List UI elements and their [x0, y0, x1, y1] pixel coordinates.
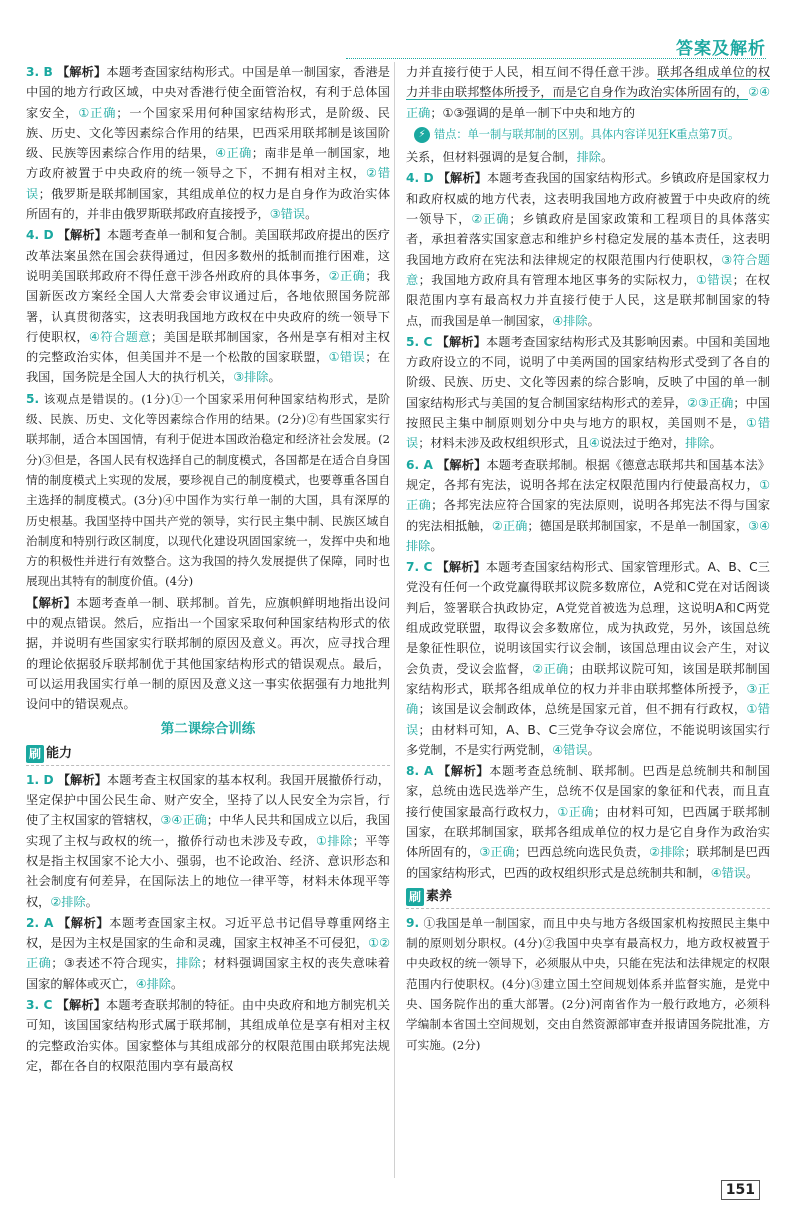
answer-number: 3. B: [26, 65, 53, 79]
answer-3: [26, 62, 390, 224]
text: 本题考查国家结构形式及其影响因素。中国和美国地方政府设立的不同，说明了中美两国的国家结构形式受到了各自的阶级、民族、历史、文化等因素的综合影响，反映了中国的单一制国家结构形式与美国的复合制国家结构形式的差异，: [406, 334, 770, 410]
verdict: ④错误: [552, 742, 588, 757]
underlined-text: 联邦各组成单位的权力并非由联邦整体所授予，而是它自身作为政治实体所固有的，: [406, 65, 771, 100]
verdict: ②正确: [491, 518, 528, 533]
answer-number: 9.: [406, 915, 420, 930]
text: 本题考查单一制和复合制。美国联邦政府提出的医疗改革法案虽然在国会获得通过，但因多数州的抵制而推行困难，这说明美国联邦政府不得任意干涉各州政府的具体事务，: [26, 228, 390, 283]
text: 本题考查联邦制。根据《德意志联邦共和国基本法》规定，各邦有宪法，说明各邦在法定权限范围内行使最高权力，: [406, 457, 771, 492]
answer-4: [26, 225, 390, 387]
verdict: ③正确: [479, 845, 515, 860]
verdict: ①错误: [696, 272, 733, 287]
text: 。: [85, 894, 98, 909]
verdict: ②④正确: [406, 85, 770, 120]
text: 本题考查国家结构形式。中国是单一制国家，香港是中国的地方行政区域，中央对香港行使全面管治权，有利于总体国家安全，: [26, 65, 390, 120]
verdict: ③正确: [406, 681, 770, 717]
text: ；在权限范围内享有最高权力并直接行使于人民，这是联邦制国家的特点，而我国是单一制国家，: [406, 272, 770, 328]
text: 本题考查我国的国家结构形式。乡镇政府是国家权力和政府权威的地方代表，这表明我国地方政府被置于中央政府的统一领导下，: [406, 171, 770, 227]
analysis-tag: 【解析】: [57, 915, 110, 930]
text: 。: [171, 976, 184, 991]
text: 。: [587, 742, 600, 757]
analysis-tag: 【解析】: [57, 228, 107, 243]
answer-n4: [406, 168, 770, 330]
text: ；乡镇政府是国家政策和工程项目的具体落实者，承担着落实国家意志和维护乡村稳定发展的基本责任，这表明我国地方政府在宪法和法律规定的权限范围内行使职权，: [406, 212, 770, 267]
answer-number: 7. C: [406, 560, 433, 575]
text: 本题考查主权国家的基本权利。我国开展撤侨行动，坚定保护中国公民生命、财产安全，坚持了以人民安全为宗旨，行使了主权国家的管辖权，: [26, 772, 390, 828]
analysis-tag: 【解析】: [436, 560, 486, 575]
verdict: ④: [588, 436, 600, 451]
verdict: ③错误: [269, 207, 306, 222]
verdict: 排除: [685, 436, 710, 451]
text: 力并直接行使于人民，相互间不得任意干涉。: [406, 65, 658, 79]
text: 本题考查国家结构形式、国家管理形式。A、B、C三党没有任何一个政党赢得联邦议院多数席位，A党和C党在对话阁谈判后，签署联合执政协定，A党党首被选为总理，这说明A和C两党组成政党联盟，取得议会多数席位，成为执政党，另外，该国总统是象征性职位，说明该国实行议会制，该国总理由议会产生，对议会负责，受议会监督，: [406, 560, 770, 676]
verdict: ①正确: [78, 105, 117, 120]
model-answer: 该观点是错误的。(1分)①一个国家采用何种国家结构形式，是阶级、民族、历史、文化等因素综合作用的结果。(2分)②有些国家实行联邦制，适合本国国情，有利于促进本国政治稳定和经济社会发展。(2分)③但是，各国人民有权选择自己的制度模式，各国都是在适合自身国情的制度模式上实现的发展，要珍视自己的制度模式，也要尊重各国自主选择的制度模式。(3分)④中国作为实行单一制的大国，具有深厚的历史根基。我国坚持中国共产党的领导，实行民主集中制、民族区域自治制度和特别行政区制度，以现代化建设巩固国家统一，发挥中央和地方的积极性并进行有效整合。这为我国的持久发展提供了保障，同时也展现出其特有的制度价值。(4分): [26, 391, 390, 589]
model-answer: ①我国是单一制国家，而且中央与地方各级国家机构按照民主集中制的原则划分职权。(4分)②我国中央享有最高权力，地方政权被置于中央政权的统一领导下，必须服从中央，只能在宪法和法律规定的权限范围内行使职权。(4分)③建立国土空间规划体系并监督实施，是党中央、国务院作出的重大部署。(2分)河南省作为一般行政地方，必须科学编制本省国土空间规划，交由自然资源部审查并报请国务院批准，方可实施。(2分): [406, 915, 770, 1052]
analysis-tag: 【解析】: [26, 595, 77, 610]
verdict: ①②正确: [26, 936, 390, 971]
analysis-tag: 【解析】: [56, 65, 107, 79]
answer-number: 8. A: [406, 764, 434, 779]
verdict: ①错误: [328, 350, 366, 365]
verdict: ②正确: [532, 661, 569, 676]
text: ；德国是联邦制国家，不是单一制国家，: [527, 518, 749, 533]
answer-n5: [406, 332, 770, 454]
analysis-tag: 【解析】: [437, 764, 490, 779]
text: ；联邦制是巴西的国家结构形式，巴西的政权组织形式是总统制共和制，: [406, 845, 771, 880]
text: 。: [305, 207, 318, 222]
text: ；中华人民共和国成立以后，我国实现了主权与政权的统一，撤侨行动也未涉及专政，: [26, 813, 391, 848]
lightning-icon: ⚡: [414, 127, 430, 143]
text: ；由联邦议院可知，该国是联邦制国家结构形式，联邦各组成单位的权力并非由联邦整体所授予，: [406, 661, 770, 696]
verdict: ①错误: [406, 702, 770, 737]
verdict: 排除: [176, 956, 202, 971]
verdict: ①排除: [316, 833, 353, 848]
verdict: ①正确: [557, 804, 594, 819]
verdict: ③排除: [233, 370, 269, 385]
left-column: [26, 62, 390, 1077]
text: 本题考查国家主权。习近平总书记倡导尊重网络主权，是因为主权是国家的生命和灵魂，国家主权神圣不可侵犯，: [26, 915, 390, 951]
answer-5: [26, 389, 390, 592]
bar-label: 素养: [426, 888, 453, 904]
text: ；材料未涉及政权组织形式，且: [418, 436, 589, 451]
text: ；中国按照民主集中制原则划分中央与地方的职权，美国则不是，: [406, 395, 771, 431]
answer-n7: [406, 557, 770, 760]
page-header: [466, 34, 766, 59]
badge-icon: 刷: [26, 745, 44, 763]
text: ；各邦宪法应符合国家的宪法原则，说明各邦宪法不得与国家的宪法相抵触，: [406, 498, 771, 533]
text: ；平等权是指主权国家不论大小、强弱，也不论政治、经济、意识形态和社会制度有何差异，在国际法上的地位一律平等，材料未体现平等权，: [26, 833, 390, 909]
answer-number: 2. A: [26, 915, 54, 930]
answer-number: 5.: [26, 391, 40, 406]
text: ；一个国家采用何种国家结构形式，是阶级、民族、历史、文化等因素综合作用的结果，巴西采用联邦制是该国阶级、民族等因素综合作用的结果，: [26, 105, 390, 161]
section-title: 第二课综合训练: [160, 720, 256, 737]
verdict: 排除: [576, 150, 601, 165]
page-number: 151: [721, 1180, 760, 1200]
verdict: ④排除: [552, 313, 588, 328]
error-tip: [414, 125, 770, 145]
text: 。: [268, 370, 281, 385]
answer-n3-continued: [406, 62, 770, 123]
analysis-tag: 【解析】: [436, 334, 487, 349]
analysis-tag: 【解析】: [57, 772, 107, 787]
text: ；在我国，国务院是全国人大的执行机关，: [26, 350, 390, 385]
verdict: ②排除: [649, 845, 685, 860]
text: 。: [587, 313, 600, 328]
column-divider: [394, 62, 395, 1178]
text: ；①③强调的是单一制下中央和地方的: [430, 105, 636, 120]
text: 关系，但材料强调的是复合制，: [406, 150, 577, 165]
verdict: ③④正确: [160, 813, 207, 828]
ability-bar: [26, 743, 390, 766]
literacy-bar: [406, 886, 770, 909]
text: ；我国新医改方案经全国人大常委会审议通过后，各地依照国务院部署，认真贯彻落实，这表明我国地方政权在中央政府的统一领导下行使职权，: [26, 268, 390, 344]
answer-number: 5. C: [406, 334, 433, 349]
text: 。: [601, 150, 614, 165]
answer-n3: [26, 995, 390, 1076]
text: ；由材料可知，巴西属于联邦制国家，在联邦制国家，联邦各组成单位的权力是它自身作为政治实体所固有的，: [406, 804, 770, 860]
text: 。: [709, 436, 722, 451]
text: 本题考查总统制、联邦制。巴西是总统制共和制国家，总统由选民选举产生，总统不仅是国家的象征和代表，而且直接行使国家最高行政权力，: [406, 764, 770, 819]
tip-text: 错点：单一制与联邦制的区别。具体内容详见狂K重点第7页。: [434, 127, 740, 141]
answer-5-analysis: [26, 593, 390, 715]
answer-number: 4. D: [26, 228, 54, 243]
answer-number: 3. C: [26, 998, 53, 1013]
verdict: ③④排除: [406, 518, 771, 553]
text: 本题考查联邦制的特征。由中央政府和地方制宪机关可知，该国国家结构形式属于联邦制，其组成单位是享有相对主权的完整政治实体。国家整体与其组成部分的权限范围由联邦宪法规定，都在各自的权限范围内享有最高权: [26, 998, 390, 1073]
text: 。: [430, 538, 443, 553]
bar-label: 能力: [46, 745, 73, 761]
text: ；该国是议会制政体，总统是国家元首，但不拥有行政权，: [418, 702, 747, 717]
verdict: ④符合题意: [89, 329, 151, 344]
header-title: 答案及解析: [676, 39, 766, 59]
verdict: ②正确: [471, 212, 510, 227]
verdict: ②正确: [328, 268, 366, 283]
text: ；俄罗斯是联邦制国家，其组成单位的权力是自身作为政治实体所固有的，并非由俄罗斯联邦政府直接授予，: [26, 186, 391, 222]
answer-n3-tail: [406, 147, 770, 167]
analysis-tag: 【解析】: [56, 998, 107, 1013]
text: ；由材料可知，A、B、C三党争夺议会席位，不能说明该国实行多党制，不是实行两党制，: [406, 722, 770, 757]
verdict: ④排除: [135, 976, 171, 991]
analysis-tag: 【解析】: [437, 171, 487, 186]
text: 。: [746, 865, 759, 880]
verdict: ②错误: [26, 166, 391, 201]
verdict: ①错误: [406, 416, 771, 451]
answer-number: 6. A: [406, 457, 433, 472]
verdict: ③符合题意: [406, 252, 770, 287]
answer-number: 4. D: [406, 171, 434, 186]
answer-n8: [406, 761, 770, 883]
verdict: ④正确: [215, 146, 252, 161]
answer-n1: [26, 770, 390, 912]
text: ；美国是联邦制国家，各州是享有相对主权的完整政治实体，但美国并不是一个松散的国家联盟，: [26, 329, 390, 365]
verdict: ①正确: [406, 477, 770, 513]
analysis-tag: 【解析】: [436, 457, 487, 472]
right-column: [406, 62, 770, 1056]
badge-icon: 刷: [406, 888, 424, 906]
text: ；巴西总统向选民负责，: [514, 845, 650, 860]
answer-number: 1. D: [26, 772, 54, 787]
answer-n6: [406, 455, 770, 556]
analysis-text: 本题考查单一制、联邦制。首先，应旗帜鲜明地指出设问中的观点错误。然后，应指出一个国家采取何种国家结构形式的依据，并说明有些国家实行联邦制的原因及意义。再次，应寻找合理的理论依据驳斥联邦制优于其他国家结构形式的错误观点。最后，可以运用我国实行单一制的原因及意义这一事实依据强有力地批判设问中的错误观点。: [26, 595, 391, 712]
answer-n9: [406, 913, 770, 1055]
verdict: ④错误: [710, 865, 746, 880]
header-rule: [346, 58, 766, 59]
text: ；③表述不符合现实，: [51, 956, 177, 971]
text: ；南非是单一制国家，地方政府被置于中央政府的统一领导之下，不拥有相对主权，: [26, 146, 390, 181]
text: 说法过于绝对，: [599, 436, 686, 451]
text: ；材料强调国家主权的丧失意味着国家的解体或灭亡，: [26, 956, 390, 991]
text: ；我国地方政府具有管理本地区事务的实际权力，: [418, 272, 697, 287]
answer-n2: [26, 913, 390, 994]
verdict: ②③正确: [687, 395, 734, 410]
verdict: ②排除: [50, 894, 86, 909]
